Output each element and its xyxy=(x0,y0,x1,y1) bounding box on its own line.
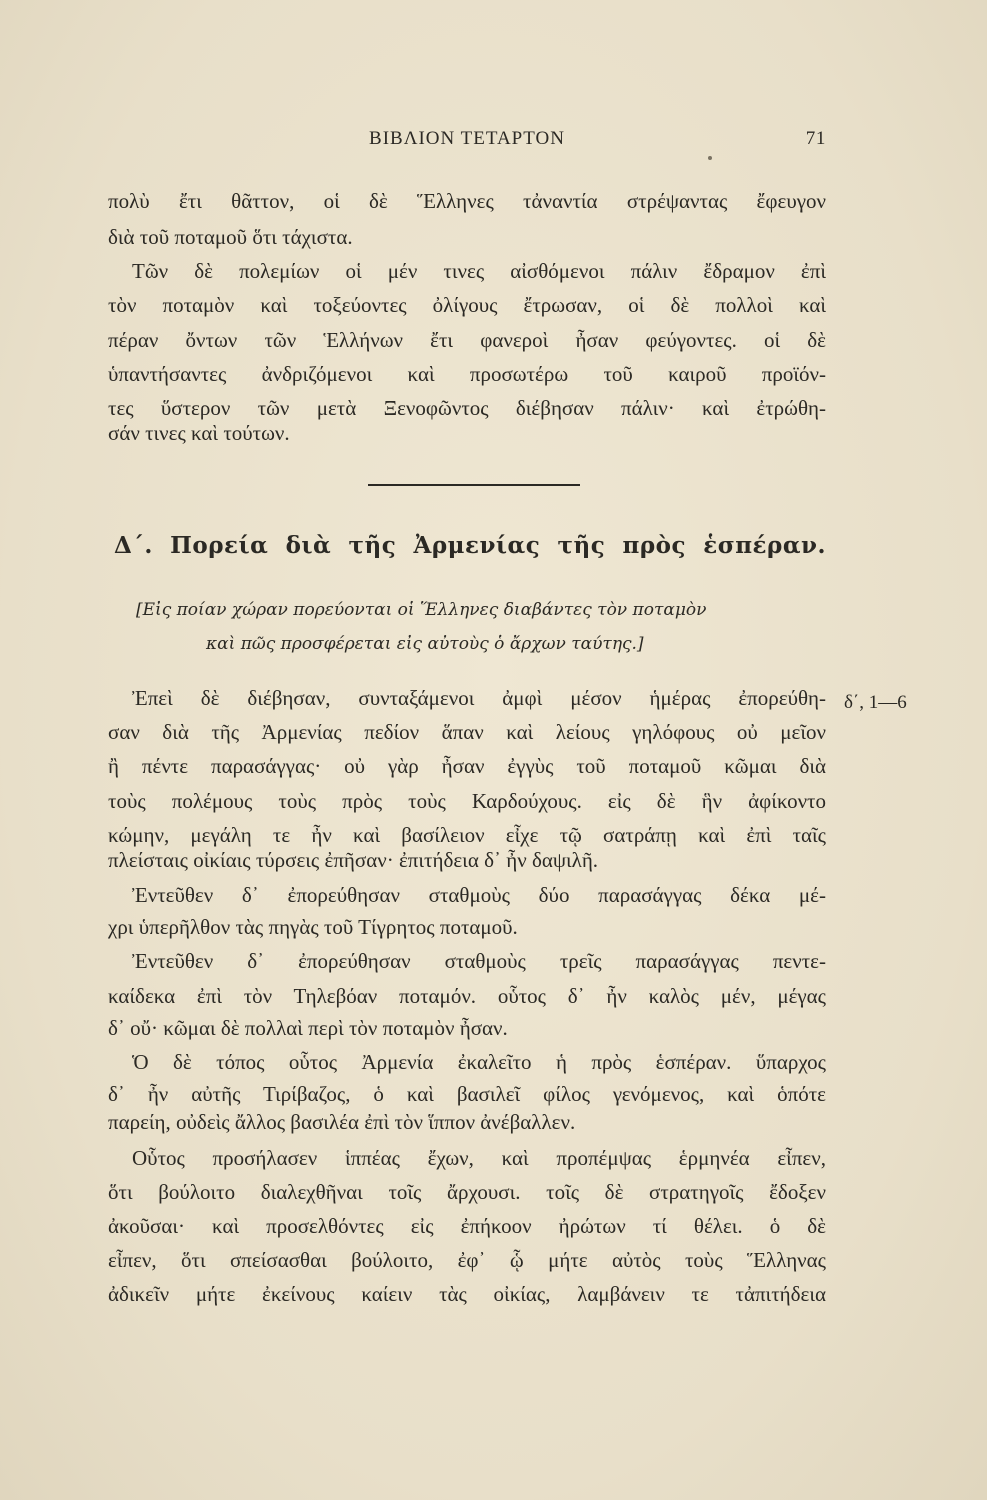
running-head xyxy=(108,128,826,158)
text-line: πλείσταις οἰκίαις τύρσεις ἐπῆσαν· ἐπιτήδεια δ᾽ ἦν δαψιλῆ. xyxy=(108,848,599,872)
text-line: τοὺς πολέμους τοὺς πρὸς τοὺς Καρδούχους. εἰς δὲ ἣν ἀφίκοντο xyxy=(108,789,826,813)
print-speck xyxy=(708,156,712,160)
chapter-summary-line: [Εἰς ποίαν χώραν πορεύονται οἱ Ἕλληνες διαβάντες τὸν ποταμὸν xyxy=(136,600,707,620)
chapter-summary-line: καὶ πῶς προσφέρεται εἰς αὐτοὺς ὁ ἄρχων ταύτης.] xyxy=(206,634,644,654)
text-line: Ἐντεῦθεν δ᾽ ἐπορεύθησαν σταθμοὺς δύο παρασάγγας δέκα μέ- xyxy=(132,883,826,907)
text-line: διὰ τοῦ ποταμοῦ ὅτι τάχιστα. xyxy=(108,225,353,249)
text-line: δ᾽ οὔ· κῶμαι δὲ πολλαὶ περὶ τὸν ποταμὸν ἦσαν. xyxy=(108,1016,508,1040)
margin-reference: δ΄, 1—6 xyxy=(844,692,907,713)
page-number: 71 xyxy=(805,128,826,149)
text-line: ὅτι βούλοιτο διαλεχθῆναι τοῖς ἄρχουσι. τοῖς δὲ στρατηγοῖς ἔδοξεν xyxy=(108,1180,826,1204)
text-line: παρείη, οὐδεὶς ἄλλος βασιλέα ἐπὶ τὸν ἵππον ἀνέβαλλεν. xyxy=(108,1110,576,1134)
text-line: ἀκοῦσαι· καὶ προσελθόντες εἰς ἐπήκοον ἠρώτων τί θέλει. ὁ δὲ xyxy=(108,1214,826,1238)
text-line: κώμην, μεγάλη τε ἦν καὶ βασίλειον εἶχε τῷ σατράπῃ καὶ ἐπὶ ταῖς xyxy=(108,823,826,847)
text-line: εἶπεν, ὅτι σπείσασθαι βούλοιτο, ἐφ᾽ ᾧ μήτε αὐτὸς τοὺς Ἕλληνας xyxy=(108,1248,826,1272)
text-line: σάν τινες καὶ τούτων. xyxy=(108,421,290,445)
text-line: Τῶν δὲ πολεμίων οἱ μέν τινες αἰσθόμενοι πάλιν ἔδραμον ἐπὶ xyxy=(132,259,826,283)
text-line: Ἐντεῦθεν δ᾽ ἐπορεύθησαν σταθμοὺς τρεῖς παρασάγγας πεντε- xyxy=(132,949,826,973)
text-line: ὑπαντήσαντες ἀνδριζόμενοι καὶ προσωτέρω τοῦ καιροῦ προϊόν- xyxy=(108,362,826,386)
running-title: ΒΙΒΛΙΟΝ ΤΕΤΑΡΤΟΝ xyxy=(369,128,565,149)
text-line: Ἐπεὶ δὲ διέβησαν, συνταξάμενοι ἀμφὶ μέσον ἡμέρας ἐπορεύθη- xyxy=(132,686,826,710)
text-line: Ὁ δὲ τόπος οὗτος Ἀρμενία ἐκαλεῖτο ἡ πρὸς ἑσπέραν. ὕπαρχος xyxy=(132,1050,826,1074)
text-line: ἀδικεῖν μήτε ἐκείνους καίειν τὰς οἰκίας, λαμβάνειν τε τἀπιτήδεια xyxy=(108,1282,826,1306)
text-line: καίδεκα ἐπὶ τὸν Τηλεβόαν ποταμόν. οὗτος δ᾽ ἦν καλὸς μέν, μέγας xyxy=(108,984,826,1008)
text-line: σαν διὰ τῆς Ἀρμενίας πεδίον ἅπαν καὶ λείους γηλόφους οὐ μεῖον xyxy=(108,720,826,744)
text-line: ἢ πέντε παρασάγγας· οὐ γὰρ ἦσαν ἐγγὺς τοῦ ποταμοῦ κῶμαι διὰ xyxy=(108,754,826,778)
text-line: τὸν ποταμὸν καὶ τοξεύοντες ὀλίγους ἔτρωσαν, οἱ δὲ πολλοὶ καὶ xyxy=(108,293,826,317)
section-divider xyxy=(368,484,580,486)
text-line: πέραν ὄντων τῶν Ἑλλήνων ἔτι φανεροὶ ἦσαν φεύγοντες. οἱ δὲ xyxy=(108,328,826,352)
text-line: δ᾽ ἦν αὐτῆς Τιρίβαζος, ὁ καὶ βασιλεῖ φίλος γενόμενος, καὶ ὁπότε xyxy=(108,1082,826,1106)
text-line: πολὺ ἔτι θᾶττον, οἱ δὲ Ἕλληνες τἀναντία στρέψαντας ἔφευγον xyxy=(108,189,826,213)
text-line: τες ὕστερον τῶν μετὰ Ξενοφῶντος διέβησαν πάλιν· καὶ ἐτρώθη- xyxy=(108,396,826,420)
chapter-heading: Δ΄. Πορεία διὰ τῆς Ἀρμενίας τῆς πρὸς ἑσπέραν. xyxy=(114,532,826,559)
text-line: χρι ὑπερῆλθον τὰς πηγὰς τοῦ Τίγρητος ποταμοῦ. xyxy=(108,915,518,939)
text-line: Οὗτος προσήλασεν ἱππέας ἔχων, καὶ προπέμψας ἑρμηνέα εἶπεν, xyxy=(132,1146,826,1170)
